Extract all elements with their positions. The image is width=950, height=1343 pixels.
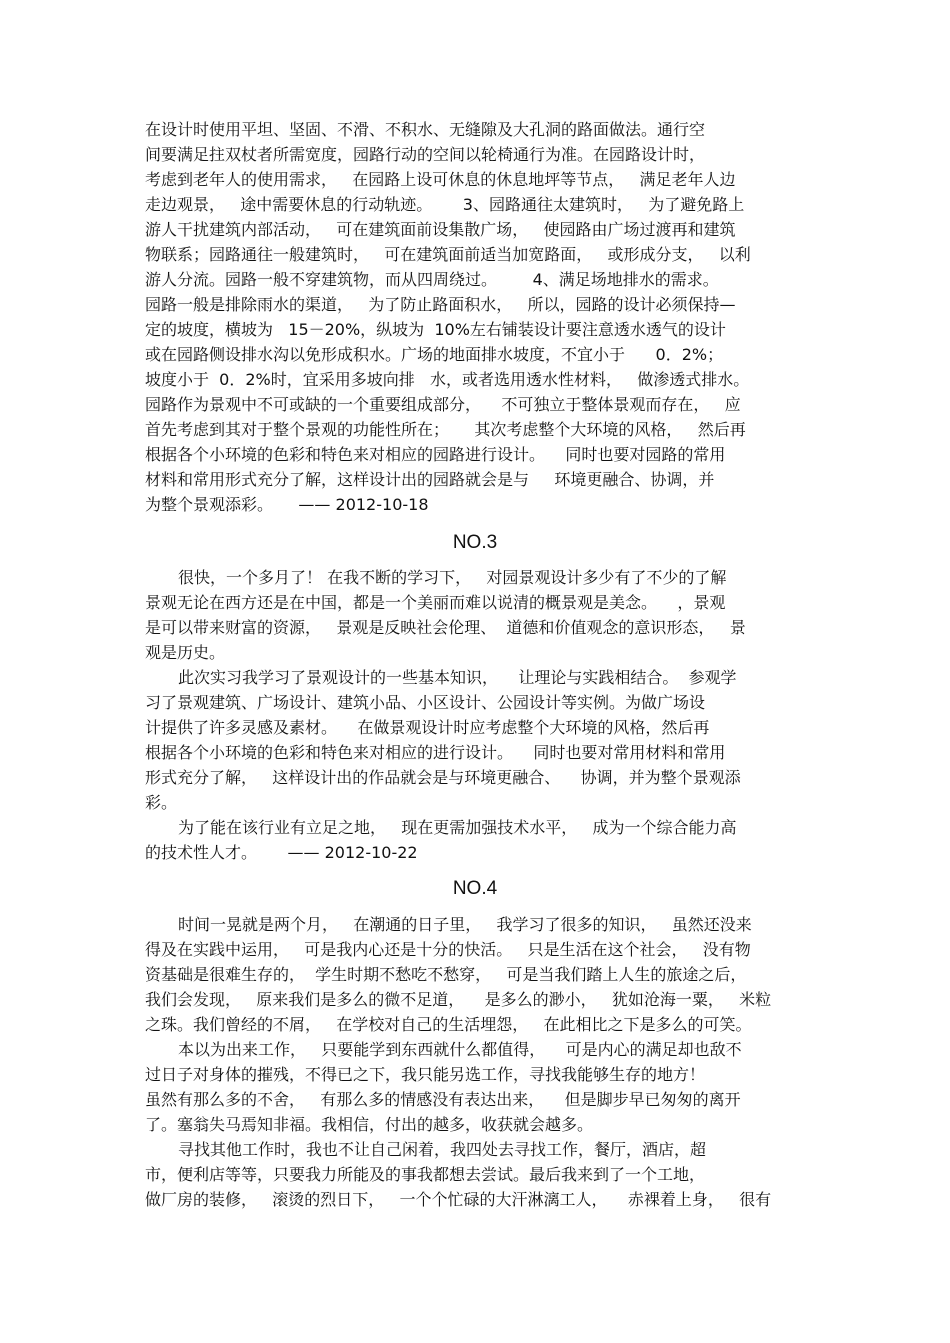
text-line: 在设计时使用平坦、坚固、不滑、不积水、无缝隙及大孔洞的路面做法。通行空: [145, 120, 706, 139]
text-line: 走边观景， 途中需要休息的行动轨迹。 3、园路通往太建筑时， 为了避免路上: [145, 195, 745, 214]
section-heading: NO.3: [452, 532, 498, 553]
text-line: 坡度小于 0．2%时，宜采用多坡向排 水，或者选用透水性材料， 做渗透式排水。: [145, 370, 750, 389]
paragraph-first-line: 时间一晃就是两个月， 在潮通的日子里， 我学习了很多的知识， 虽然还没来: [178, 915, 752, 934]
text-line: 或在园路侧设排水沟以免形成积水。广场的地面排水坡度，不宜小于 0．2%；: [145, 345, 724, 364]
text-line: 为整个景观添彩。 —— 2012-10-18: [145, 495, 429, 514]
text-line: 形式充分了解， 这样设计出的作品就会是与环境更融合、 协调，并为整个景观添: [145, 768, 741, 787]
text-line: 物联系；园路通往一般建筑时， 可在建筑面前适当加宽路面， 或形成分支， 以利: [145, 245, 751, 264]
text-line: 做厂房的装修， 滚烫的烈日下， 一个个忙碌的大汗淋漓工人， 赤裸着上身， 很有: [145, 1190, 772, 1209]
text-line: 之珠。我们曾经的不屑， 在学校对自己的生活埋怨， 在此相比之下是多么的可笑。: [145, 1015, 752, 1034]
text-line: 游人分流。园路一般不穿建筑物，而从四周绕过。 4、满足场地排水的需求。: [145, 270, 719, 289]
text-line: 考虑到老年人的使用需求， 在园路上设可休息的休息地坪等节点， 满足老年人边: [145, 170, 736, 189]
section-heading: NO.4: [452, 878, 498, 899]
text-line: 定的坡度，横坡为 15－20%，纵坡为 10%左右铺装设计要注意透水透气的设计: [145, 320, 726, 339]
text-line: 园路作为景观中不可或缺的一个重要组成部分， 不可独立于整体景观而存在， 应: [145, 395, 741, 414]
text-line: 根据各个小环境的色彩和特色来对相应的进行设计。 同时也要对常用材料和常用: [145, 743, 726, 762]
text-line: 的技术性人才。 —— 2012-10-22: [145, 843, 418, 862]
text-line: 市，便利店等等，只要我力所能及的事我都想去尝试。最后我来到了一个工地，: [145, 1165, 706, 1184]
text-line: 了。塞翁失马焉知非福。我相信，付出的越多，收获就会越多。: [145, 1115, 594, 1134]
text-line: 游人干扰建筑内部活动， 可在建筑面前设集散广场， 使园路由广场过渡再和建筑: [145, 220, 736, 239]
text-line: 首先考虑到其对于整个景观的功能性所在； 其次考虑整个大环境的风格， 然后再: [145, 420, 746, 439]
text-line: 材料和常用形式充分了解，这样设计出的园路就会是与 环境更融合、协调，并: [145, 470, 715, 489]
text-line: 习了景观建筑、广场设计、建筑小品、小区设计、公园设计等实例。为做广场设: [145, 693, 706, 712]
text-line: 计提供了许多灵感及素材。 在做景观设计时应考虑整个大环境的风格，然后再: [145, 718, 710, 737]
paragraph-first-line: 很快，一个多月了！ 在我不断的学习下， 对园景观设计多少有了不少的了解: [178, 568, 727, 587]
paragraph-first-line: 为了能在该行业有立足之地， 现在更需加强技术水平， 成为一个综合能力高: [178, 818, 737, 837]
paragraph-first-line: 此次实习我学习了景观设计的一些基本知识， 让理论与实践相结合。 参观学: [178, 668, 737, 687]
text-line: 园路一般是排除雨水的渠道， 为了防止路面积水， 所以，园路的设计必须保持—: [145, 295, 736, 314]
text-line: 根据各个小环境的色彩和特色来对相应的园路进行设计。 同时也要对园路的常用: [145, 445, 726, 464]
paragraph-first-line: 本以为出来工作， 只要能学到东西就什么都值得， 可是内心的满足却也敌不: [178, 1040, 742, 1059]
text-line: 观是历史。: [145, 643, 226, 662]
text-line: 过日子对身体的摧残，不得已之下，我只能另选工作，寻找我能够生存的地方！: [145, 1065, 706, 1084]
text-line: 得及在实践中运用， 可是我内心还是十分的快活。 只是生活在这个社会， 没有物: [145, 940, 751, 959]
text-line: 间要满足拄双杖者所需宽度，园路行动的空间以轮椅通行为准。在园路设计时，: [145, 145, 706, 164]
text-line: 景观无论在西方还是在中国，都是一个美丽而难以说清的概景观是美念。 ，景观: [145, 593, 726, 612]
text-line: 虽然有那么多的不舍， 有那么多的情感没有表达出来， 但是脚步早已匆匆的离开: [145, 1090, 741, 1109]
text-line: 资基础是很难生存的， 学生时期不愁吃不愁穿， 可是当我们踏上人生的旅途之后，: [145, 965, 747, 984]
paragraph-first-line: 寻找其他工作时，我也不让自己闲着，我四处去寻找工作，餐厅，酒店，超: [178, 1140, 707, 1159]
text-line: 我们会发现， 原来我们是多么的微不足道， 是多么的渺小， 犹如沧海一粟， 米粒: [145, 990, 772, 1009]
text-line: 是可以带来财富的资源， 景观是反映社会伦理、 道德和价值观念的意识形态， 景: [145, 618, 746, 637]
text-line: 彩。: [145, 793, 178, 812]
